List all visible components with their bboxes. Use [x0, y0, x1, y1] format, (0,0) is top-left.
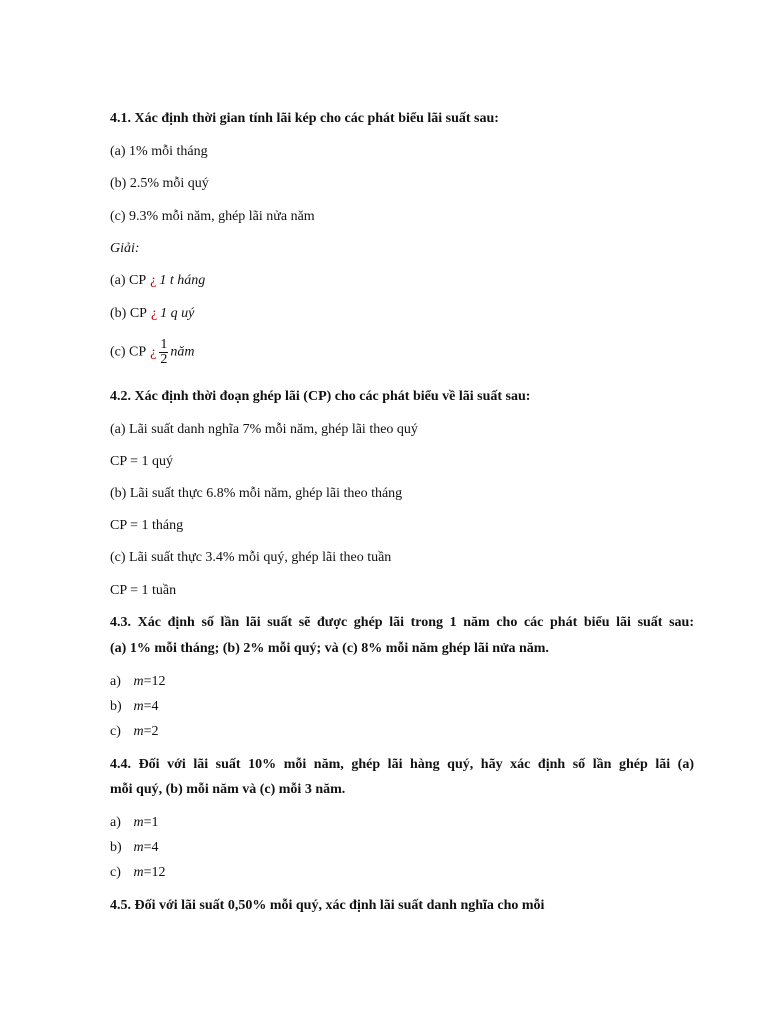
text-line: CP = 1 quý	[110, 454, 173, 469]
heading-4-4-line2: mỗi quý, (b) mỗi năm và (c) mỗi 3 năm.	[110, 782, 346, 797]
answer-label: c)	[110, 724, 121, 739]
answer-prefix: (c) CP	[110, 344, 147, 360]
text-line: CP = 1 tuần	[110, 583, 177, 598]
item-4-1-c: (c) 9.3% mỗi năm, ghép lãi nửa năm	[110, 209, 315, 224]
text-line: CP = 1 tháng	[110, 518, 184, 533]
answer-equation: =12	[143, 865, 166, 880]
broken-symbol: ¿	[150, 273, 157, 288]
item-4-1-b: (b) 2.5% mỗi quý	[110, 176, 209, 191]
answer-4-1-a	[110, 272, 205, 290]
heading-4-1: 4.1. Xác định thời gian tính lãi kép cho các phát biểu lãi suất sau:	[110, 111, 499, 126]
answer-value: 1	[159, 273, 167, 288]
answer-equation: =4	[143, 699, 159, 714]
answer-label: b)	[110, 699, 122, 714]
broken-symbol: ¿	[150, 306, 158, 321]
heading-4-3-line1: 4.3. Xác định số lần lãi suất sẽ được ghép lãi trong 1 năm cho các phát biểu lãi suất sau:	[110, 615, 694, 630]
heading-4-3-line2: (a) 1% mỗi tháng; (b) 2% mỗi quý; và (c) 8% mỗi năm ghép lãi nửa năm.	[110, 641, 549, 656]
answer-label: c)	[110, 865, 121, 880]
answer-equation: =1	[143, 815, 159, 830]
item-4-1-a: (a) 1% mỗi tháng	[110, 144, 208, 159]
answer-variable: m	[133, 840, 144, 855]
answer-unit: năm	[170, 344, 195, 360]
answer-4-3-b	[110, 698, 159, 716]
answer-equation: =12	[143, 674, 166, 689]
text-line: (a) Lãi suất danh nghĩa 7% mỗi năm, ghép lãi theo quý	[110, 422, 418, 437]
fraction-numerator: 1	[160, 337, 168, 352]
answer-variable: m	[133, 674, 144, 689]
heading-4-4-line1: 4.4. Đối với lãi suất 10% mỗi năm, ghép lãi hàng quý, hãy xác định số lần ghép lãi (a)	[110, 757, 694, 772]
answer-4-4-c	[110, 864, 166, 882]
answer-unit: t háng	[169, 273, 206, 288]
document-page	[110, 0, 700, 1024]
answer-label: a)	[110, 674, 121, 689]
answer-4-4-a	[110, 814, 159, 832]
solution-label: Giải:	[110, 241, 140, 256]
answer-variable: m	[133, 865, 144, 880]
answer-prefix: (b) CP	[110, 306, 147, 321]
heading-4-5: 4.5. Đối với lãi suất 0,50% mỗi quý, xác định lãi suất danh nghĩa cho mỗi	[110, 898, 545, 913]
answer-4-3-a	[110, 673, 166, 691]
answer-equation: =2	[143, 724, 159, 739]
answer-4-3-c	[110, 723, 159, 741]
fraction	[159, 338, 168, 367]
text-line: (c) Lãi suất thực 3.4% mỗi quý, ghép lãi theo tuần	[110, 550, 392, 565]
answer-variable: m	[133, 699, 144, 714]
answer-variable: m	[133, 815, 144, 830]
answer-label: b)	[110, 840, 122, 855]
answer-unit: q uý	[170, 306, 195, 321]
heading-4-2: 4.2. Xác định thời đoạn ghép lãi (CP) cho các phát biểu về lãi suất sau:	[110, 389, 531, 404]
broken-symbol: ¿	[150, 344, 157, 360]
answer-4-4-b	[110, 839, 159, 857]
fraction-denominator: 2	[160, 352, 168, 367]
answer-equation: =4	[143, 840, 159, 855]
answer-variable: m	[133, 724, 144, 739]
answer-value: 1	[160, 306, 168, 321]
answer-prefix: (a) CP	[110, 273, 147, 288]
answer-label: a)	[110, 815, 121, 830]
text-line: (b) Lãi suất thực 6.8% mỗi năm, ghép lãi theo tháng	[110, 486, 403, 501]
answer-4-1-c	[110, 338, 195, 367]
answer-4-1-b	[110, 305, 194, 323]
